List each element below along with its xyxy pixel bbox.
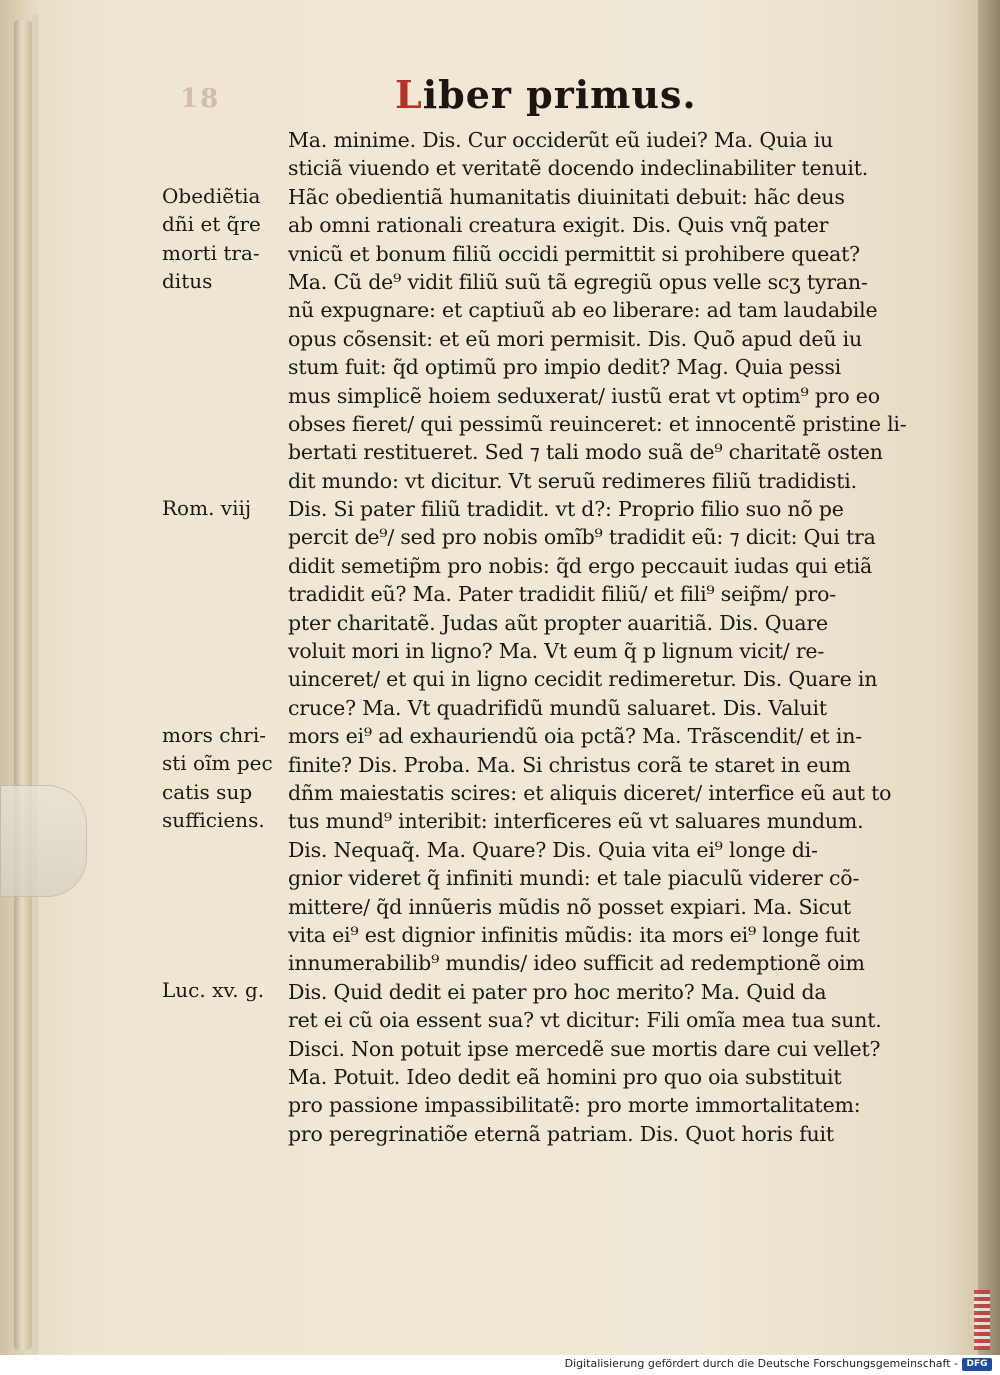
text-line: uinceret/ et qui in ligno cecidit redimeretur. Dis. Quare in — [288, 667, 878, 692]
marginal-note-line: morti tra- — [162, 240, 260, 265]
marginal-note-1 — [162, 182, 282, 296]
text-line: tradidit eũ? Ma. Pater tradidit filiũ/ et fili⁹ seip̃m/ pro- — [288, 582, 836, 607]
text-line: mus simplicẽ hoiem seduxerat/ iustũ erat vt optim⁹ pro eo — [288, 383, 880, 408]
marginal-note-line: Luc. xv. g. — [162, 978, 265, 1002]
page-edge-left — [14, 20, 32, 1350]
running-head — [395, 72, 697, 117]
text-line: Ma. Potuit. Ideo dedit eã homini pro quo oia substituit — [288, 1064, 842, 1089]
text-line: gnior videret q̃ infiniti mundi: et tale piaculũ viderer cõ- — [288, 866, 860, 891]
binding-thread — [974, 1290, 990, 1350]
text-line: nũ expugnare: et captiuũ ab eo liberare: ad tam laudabile — [288, 298, 878, 323]
marginal-note-line: Obediẽtia — [162, 184, 261, 208]
text-line: dñm maiestatis scires: et aliquis diceret/ interfice eũ aut to — [288, 780, 892, 805]
page-number: 18 — [180, 84, 221, 114]
text-line: Dis. Nequaq̃. Ma. Quare? Dis. Quia vita ei⁹ longe di- — [288, 837, 818, 862]
marginal-note-line: mors chri- — [162, 723, 266, 747]
text-line: bertati restitueret. Sed ⁊ tali modo suã de⁹ charitatẽ osten — [288, 440, 883, 465]
text-line: ab omni rationali creatura exigit. Dis. Quis vnq̃ pater — [288, 213, 829, 238]
marginal-note-line: dñi et q̃re — [162, 212, 261, 237]
text-line: pro passione impassibilitatẽ: pro morte immortalitatem: — [288, 1093, 861, 1118]
text-line: opus cõsensit: et eũ mori permisit. Dis. Quõ apud deũ iu — [288, 326, 863, 351]
text-line: sticiã viuendo et veritatẽ docendo indeclinabiliter tenuit. — [288, 156, 869, 181]
footer-credit: Digitalisierung gefördert durch die Deutsche Forschungsgemeinschaft - — [564, 1357, 958, 1370]
footer-bar — [0, 1355, 1000, 1375]
book-spine — [978, 0, 1000, 1355]
text-line: Dis. Quid dedit ei pater pro hoc merito? Ma. Quid da — [288, 979, 827, 1004]
clip-tab — [0, 785, 87, 897]
text-line: Disci. Non potuit ipse mercedẽ sue mortis dare cui vellet? — [288, 1036, 881, 1061]
running-head-text: iber primus. — [422, 72, 697, 117]
text-line: Ma. minime. Dis. Cur occiderũt eũ iudei? Ma. Quia iu — [288, 128, 834, 152]
text-line: stum fuit: q̃d optimũ pro impio dedit? Mag. Quia pessi — [288, 355, 842, 380]
text-line: Dis. Si pater filiũ tradidit. vt d?: Proprio filio suo nõ pe — [288, 497, 844, 522]
text-line: Hãc obedientiã humanitatis diuinitati debuit: hãc deus — [288, 184, 845, 209]
main-text-block — [288, 126, 920, 1148]
marginal-note-line: Rom. viij — [162, 496, 252, 520]
text-line: didit semetip̃m pro nobis: q̃d ergo peccauit iudas qui etiã — [288, 553, 873, 578]
text-line: percit de⁹/ sed pro nobis omĩb⁹ tradidit eũ: ⁊ dicit: Qui tra — [288, 525, 876, 550]
text-line: mors ei⁹ ad exhauriendũ oia pctã? Ma. Trãscendit/ et in- — [288, 724, 862, 749]
text-line: voluit mori in ligno? Ma. Vt eum q̃ p lignum vicit/ re- — [288, 639, 825, 664]
marginal-note-line: ditus — [162, 269, 213, 294]
text-line: pter charitatẽ. Judas aũt propter auaritiã. Dis. Quare — [288, 610, 828, 635]
text-line: dit mundo: vt dicitur. Vt seruũ redimeres filiũ tradidisti. — [288, 468, 857, 493]
marginal-note-4 — [162, 976, 282, 1004]
text-line: obses fieret/ qui pessimũ reuinceret: et innocentẽ pristine li- — [288, 411, 907, 436]
text-line: ret ei cũ oia essent sua? vt dicitur: Fili omĩa mea tua sunt. — [288, 1008, 882, 1033]
running-head-initial: L — [395, 72, 423, 117]
marginal-note-3 — [162, 721, 282, 835]
text-line: pro peregrinatiõe eternã patriam. Dis. Quot horis fuit — [288, 1121, 834, 1146]
text-line: Ma. Cũ de⁹ vidit filiũ suũ tã egregiũ opus velle scʒ tyran- — [288, 269, 868, 294]
marginal-note-line: catis sup — [162, 779, 253, 804]
dfg-logo: DFG — [962, 1358, 992, 1371]
text-line: vita ei⁹ est dignior infinitis mũdis: ita mors ei⁹ longe fuit — [288, 922, 860, 947]
marginal-note-line: sufficiens. — [162, 808, 265, 833]
text-line: innumerabilib⁹ mundis/ ideo sufficit ad redemptionẽ oim — [288, 951, 865, 976]
text-line: cruce? Ma. Vt quadrifidũ mundũ saluaret. Dis. Valuit — [288, 695, 827, 720]
text-line: vnicũ et bonum filiũ occidi permittit si prohibere queat? — [288, 241, 860, 266]
text-line: tus mund⁹ interibit: interficeres eũ vt saluares mundum. — [288, 809, 864, 834]
marginal-note-line: sti oĩm pec — [162, 751, 273, 776]
text-line: finite? Dis. Proba. Ma. Si christus corã te staret in eum — [288, 752, 851, 777]
page-edge-stack — [32, 14, 38, 1354]
marginal-note-2 — [162, 494, 282, 522]
text-line: mittere/ q̃d innũeris mũdis nõ posset expiari. Ma. Sicut — [288, 894, 851, 919]
